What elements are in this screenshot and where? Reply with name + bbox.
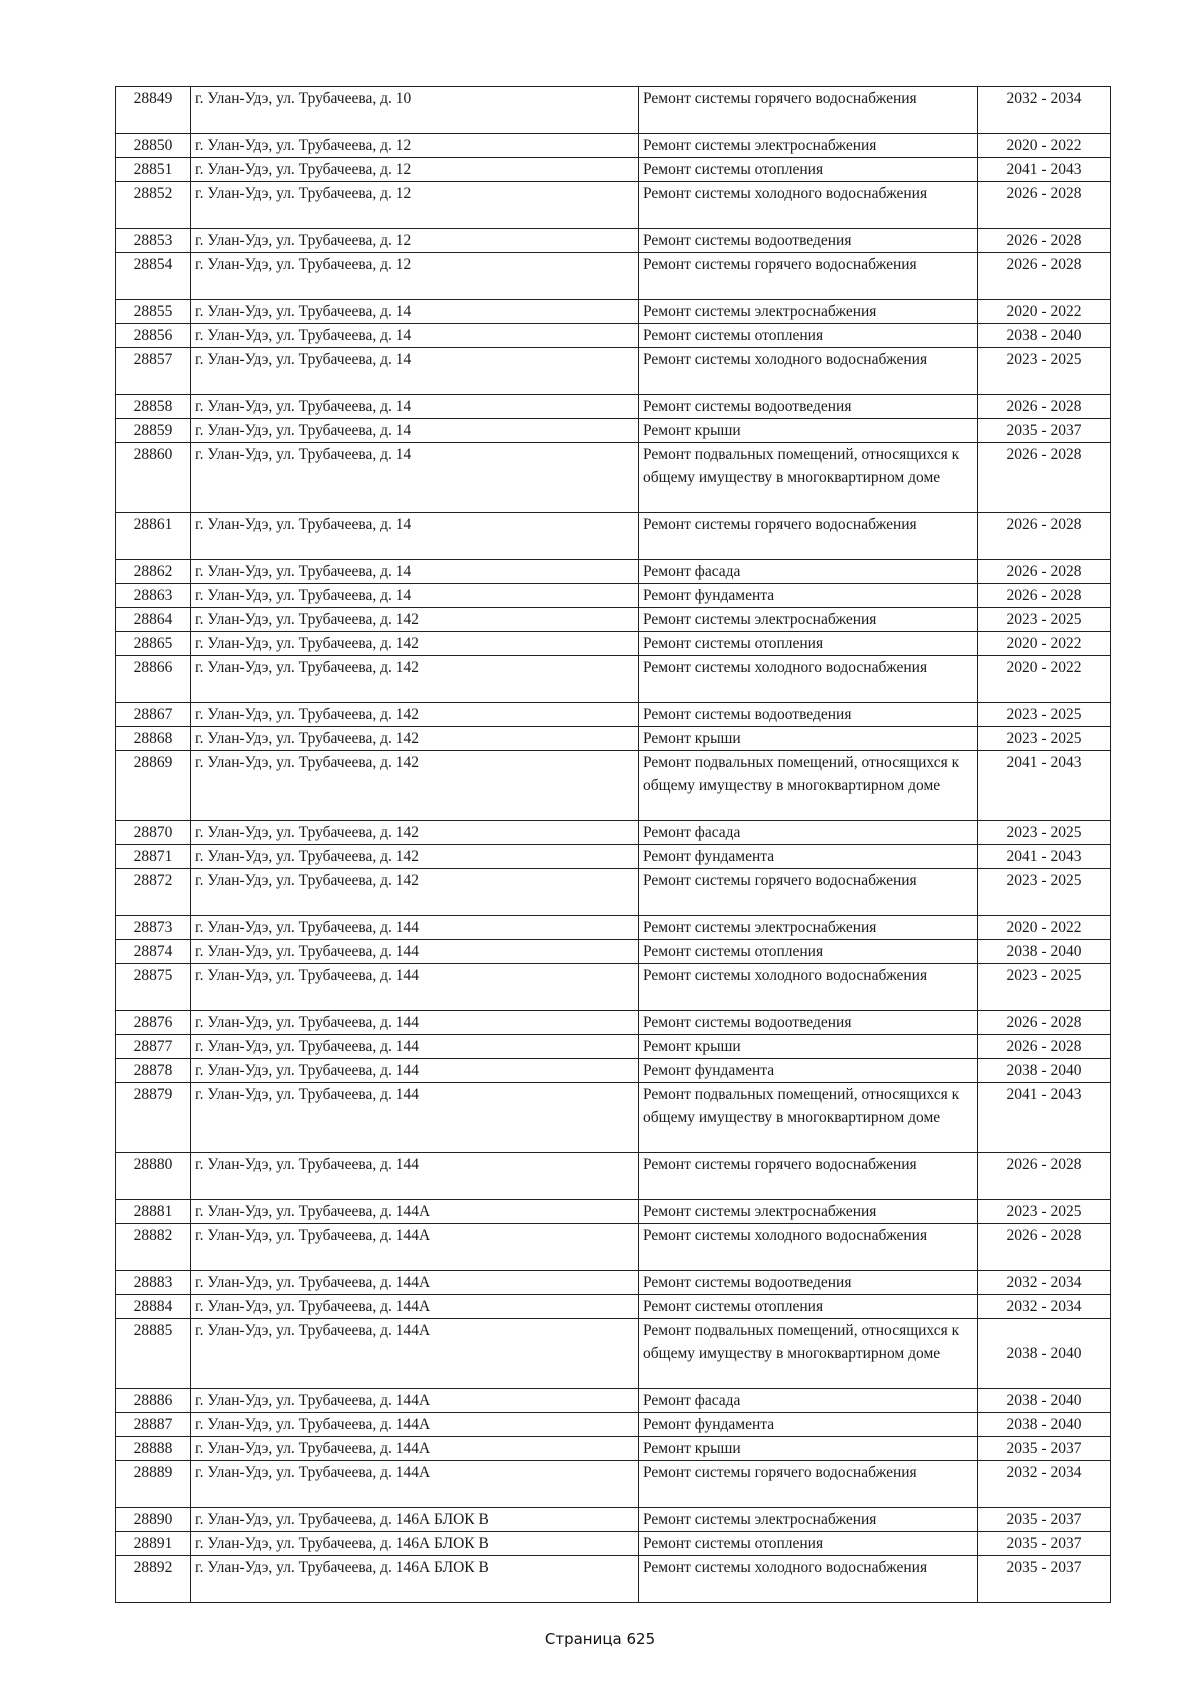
work-type-cell: Ремонт фундамента <box>639 584 978 608</box>
row-number: 28892 <box>116 1556 191 1603</box>
table-row <box>116 845 1111 869</box>
period-cell: 2032 - 2034 <box>978 87 1111 134</box>
row-number: 28858 <box>116 395 191 419</box>
work-type-cell: Ремонт крыши <box>639 419 978 443</box>
row-number: 28854 <box>116 253 191 300</box>
address-cell: г. Улан-Удэ, ул. Трубачеева, д. 144А <box>191 1319 639 1389</box>
address-cell: г. Улан-Удэ, ул. Трубачеева, д. 12 <box>191 229 639 253</box>
period-cell: 2035 - 2037 <box>978 419 1111 443</box>
address-cell: г. Улан-Удэ, ул. Трубачеева, д. 144 <box>191 1059 639 1083</box>
row-number: 28856 <box>116 324 191 348</box>
row-number: 28882 <box>116 1224 191 1271</box>
table-row <box>116 443 1111 513</box>
period-cell: 2020 - 2022 <box>978 300 1111 324</box>
period-cell: 2023 - 2025 <box>978 964 1111 1011</box>
table-row <box>116 1083 1111 1153</box>
row-number: 28855 <box>116 300 191 324</box>
work-type-cell: Ремонт фундамента <box>639 1413 978 1437</box>
row-number: 28879 <box>116 1083 191 1153</box>
period-cell: 2023 - 2025 <box>978 608 1111 632</box>
repair-schedule-table <box>115 86 1111 1603</box>
table-row <box>116 1200 1111 1224</box>
period-cell: 2020 - 2022 <box>978 134 1111 158</box>
address-cell: г. Улан-Удэ, ул. Трубачеева, д. 10 <box>191 87 639 134</box>
address-cell: г. Улан-Удэ, ул. Трубачеева, д. 142 <box>191 727 639 751</box>
period-cell: 2020 - 2022 <box>978 916 1111 940</box>
table-row <box>116 1271 1111 1295</box>
table-row <box>116 1153 1111 1200</box>
work-type-cell: Ремонт системы водоотведения <box>639 395 978 419</box>
row-number: 28862 <box>116 560 191 584</box>
address-cell: г. Улан-Удэ, ул. Трубачеева, д. 12 <box>191 158 639 182</box>
work-type-cell: Ремонт фасада <box>639 821 978 845</box>
work-type-cell: Ремонт системы отопления <box>639 1532 978 1556</box>
row-number: 28864 <box>116 608 191 632</box>
table-row <box>116 821 1111 845</box>
work-type-cell: Ремонт системы водоотведения <box>639 1011 978 1035</box>
address-cell: г. Улан-Удэ, ул. Трубачеева, д. 14 <box>191 419 639 443</box>
table-row <box>116 300 1111 324</box>
row-number: 28891 <box>116 1532 191 1556</box>
address-cell: г. Улан-Удэ, ул. Трубачеева, д. 12 <box>191 134 639 158</box>
period-cell: 2026 - 2028 <box>978 1035 1111 1059</box>
row-number: 28880 <box>116 1153 191 1200</box>
work-type-cell: Ремонт системы водоотведения <box>639 229 978 253</box>
table-row <box>116 229 1111 253</box>
row-number: 28875 <box>116 964 191 1011</box>
period-cell: 2038 - 2040 <box>978 1389 1111 1413</box>
work-type-cell: Ремонт подвальных помещений, относящихся к общему имуществу в многоквартирном доме <box>639 443 978 513</box>
table-row <box>116 1224 1111 1271</box>
address-cell: г. Улан-Удэ, ул. Трубачеева, д. 142 <box>191 821 639 845</box>
table-row <box>116 513 1111 560</box>
work-type-cell: Ремонт фасада <box>639 1389 978 1413</box>
table-row <box>116 656 1111 703</box>
period-cell: 2020 - 2022 <box>978 656 1111 703</box>
row-number: 28871 <box>116 845 191 869</box>
table-row <box>116 1437 1111 1461</box>
table-row <box>116 348 1111 395</box>
table-row <box>116 1059 1111 1083</box>
table-row <box>116 1389 1111 1413</box>
row-number: 28873 <box>116 916 191 940</box>
address-cell: г. Улан-Удэ, ул. Трубачеева, д. 144А <box>191 1224 639 1271</box>
work-type-cell: Ремонт системы электроснабжения <box>639 134 978 158</box>
address-cell: г. Улан-Удэ, ул. Трубачеева, д. 142 <box>191 751 639 821</box>
work-type-cell: Ремонт системы отопления <box>639 1295 978 1319</box>
period-cell: 2020 - 2022 <box>978 632 1111 656</box>
address-cell: г. Улан-Удэ, ул. Трубачеева, д. 144А <box>191 1389 639 1413</box>
table-row <box>116 916 1111 940</box>
work-type-cell: Ремонт системы горячего водоснабжения <box>639 1153 978 1200</box>
address-cell: г. Улан-Удэ, ул. Трубачеева, д. 144 <box>191 1035 639 1059</box>
period-cell: 2041 - 2043 <box>978 845 1111 869</box>
work-type-cell: Ремонт системы холодного водоснабжения <box>639 182 978 229</box>
row-number: 28877 <box>116 1035 191 1059</box>
table-row <box>116 1413 1111 1437</box>
address-cell: г. Улан-Удэ, ул. Трубачеева, д. 144А <box>191 1271 639 1295</box>
address-cell: г. Улан-Удэ, ул. Трубачеева, д. 12 <box>191 253 639 300</box>
work-type-cell: Ремонт системы горячего водоснабжения <box>639 513 978 560</box>
work-type-cell: Ремонт системы холодного водоснабжения <box>639 348 978 395</box>
row-number: 28857 <box>116 348 191 395</box>
period-cell: 2023 - 2025 <box>978 348 1111 395</box>
address-cell: г. Улан-Удэ, ул. Трубачеева, д. 14 <box>191 513 639 560</box>
address-cell: г. Улан-Удэ, ул. Трубачеева, д. 142 <box>191 845 639 869</box>
work-type-cell: Ремонт подвальных помещений, относящихся к общему имуществу в многоквартирном доме <box>639 751 978 821</box>
row-number: 28861 <box>116 513 191 560</box>
work-type-cell: Ремонт системы электроснабжения <box>639 1508 978 1532</box>
address-cell: г. Улан-Удэ, ул. Трубачеева, д. 144 <box>191 1011 639 1035</box>
work-type-cell: Ремонт системы горячего водоснабжения <box>639 87 978 134</box>
address-cell: г. Улан-Удэ, ул. Трубачеева, д. 144 <box>191 940 639 964</box>
row-number: 28850 <box>116 134 191 158</box>
period-cell: 2032 - 2034 <box>978 1461 1111 1508</box>
table-row <box>116 964 1111 1011</box>
table-row <box>116 158 1111 182</box>
address-cell: г. Улан-Удэ, ул. Трубачеева, д. 144 <box>191 1083 639 1153</box>
period-cell: 2026 - 2028 <box>978 229 1111 253</box>
work-type-cell: Ремонт крыши <box>639 1437 978 1461</box>
address-cell: г. Улан-Удэ, ул. Трубачеева, д. 146А БЛОК В <box>191 1556 639 1603</box>
table-row <box>116 940 1111 964</box>
period-cell: 2026 - 2028 <box>978 182 1111 229</box>
row-number: 28853 <box>116 229 191 253</box>
address-cell: г. Улан-Удэ, ул. Трубачеева, д. 144 <box>191 1153 639 1200</box>
row-number: 28881 <box>116 1200 191 1224</box>
period-cell: 2026 - 2028 <box>978 1224 1111 1271</box>
row-number: 28849 <box>116 87 191 134</box>
address-cell: г. Улан-Удэ, ул. Трубачеева, д. 14 <box>191 324 639 348</box>
address-cell: г. Улан-Удэ, ул. Трубачеева, д. 146А БЛОК В <box>191 1508 639 1532</box>
period-cell: 2035 - 2037 <box>978 1437 1111 1461</box>
work-type-cell: Ремонт фундамента <box>639 845 978 869</box>
period-cell: 2038 - 2040 <box>978 1059 1111 1083</box>
period-cell: 2035 - 2037 <box>978 1556 1111 1603</box>
work-type-cell: Ремонт системы водоотведения <box>639 1271 978 1295</box>
work-type-cell: Ремонт системы холодного водоснабжения <box>639 964 978 1011</box>
period-cell: 2035 - 2037 <box>978 1508 1111 1532</box>
address-cell: г. Улан-Удэ, ул. Трубачеева, д. 14 <box>191 395 639 419</box>
row-number: 28867 <box>116 703 191 727</box>
address-cell: г. Улан-Удэ, ул. Трубачеева, д. 142 <box>191 869 639 916</box>
table-row <box>116 87 1111 134</box>
period-cell: 2023 - 2025 <box>978 727 1111 751</box>
work-type-cell: Ремонт системы горячего водоснабжения <box>639 253 978 300</box>
address-cell: г. Улан-Удэ, ул. Трубачеева, д. 142 <box>191 632 639 656</box>
table-row <box>116 632 1111 656</box>
work-type-cell: Ремонт системы водоотведения <box>639 703 978 727</box>
table-row <box>116 1319 1111 1389</box>
table-row <box>116 182 1111 229</box>
work-type-cell: Ремонт системы электроснабжения <box>639 916 978 940</box>
period-cell: 2026 - 2028 <box>978 395 1111 419</box>
work-type-cell: Ремонт подвальных помещений, относящихся к общему имуществу в многоквартирном доме <box>639 1083 978 1153</box>
table-row <box>116 584 1111 608</box>
period-cell: 2038 - 2040 <box>978 324 1111 348</box>
period-cell: 2041 - 2043 <box>978 1083 1111 1153</box>
row-number: 28860 <box>116 443 191 513</box>
work-type-cell: Ремонт системы горячего водоснабжения <box>639 1461 978 1508</box>
work-type-cell: Ремонт системы отопления <box>639 324 978 348</box>
table-row <box>116 395 1111 419</box>
address-cell: г. Улан-Удэ, ул. Трубачеева, д. 14 <box>191 584 639 608</box>
address-cell: г. Улан-Удэ, ул. Трубачеева, д. 144 <box>191 964 639 1011</box>
row-number: 28870 <box>116 821 191 845</box>
row-number: 28863 <box>116 584 191 608</box>
row-number: 28884 <box>116 1295 191 1319</box>
table-body <box>116 87 1111 1603</box>
period-cell: 2041 - 2043 <box>978 751 1111 821</box>
row-number: 28866 <box>116 656 191 703</box>
period-cell: 2041 - 2043 <box>978 158 1111 182</box>
work-type-cell: Ремонт системы отопления <box>639 940 978 964</box>
address-cell: г. Улан-Удэ, ул. Трубачеева, д. 144А <box>191 1413 639 1437</box>
period-cell: 2038 - 2040 <box>978 1319 1111 1389</box>
period-cell: 2026 - 2028 <box>978 584 1111 608</box>
period-cell: 2023 - 2025 <box>978 821 1111 845</box>
work-type-cell: Ремонт системы отопления <box>639 632 978 656</box>
table-row <box>116 1532 1111 1556</box>
table-row <box>116 1556 1111 1603</box>
period-cell: 2023 - 2025 <box>978 869 1111 916</box>
row-number: 28852 <box>116 182 191 229</box>
row-number: 28890 <box>116 1508 191 1532</box>
period-cell: 2026 - 2028 <box>978 1011 1111 1035</box>
table-row <box>116 1508 1111 1532</box>
period-cell: 2032 - 2034 <box>978 1295 1111 1319</box>
work-type-cell: Ремонт фундамента <box>639 1059 978 1083</box>
row-number: 28885 <box>116 1319 191 1389</box>
row-number: 28887 <box>116 1413 191 1437</box>
table-row <box>116 1011 1111 1035</box>
work-type-cell: Ремонт системы холодного водоснабжения <box>639 656 978 703</box>
address-cell: г. Улан-Удэ, ул. Трубачеева, д. 14 <box>191 443 639 513</box>
address-cell: г. Улан-Удэ, ул. Трубачеева, д. 144А <box>191 1295 639 1319</box>
address-cell: г. Улан-Удэ, ул. Трубачеева, д. 14 <box>191 560 639 584</box>
address-cell: г. Улан-Удэ, ул. Трубачеева, д. 144А <box>191 1200 639 1224</box>
table-row <box>116 1295 1111 1319</box>
work-type-cell: Ремонт системы электроснабжения <box>639 608 978 632</box>
work-type-cell: Ремонт системы холодного водоснабжения <box>639 1224 978 1271</box>
table-row <box>116 1035 1111 1059</box>
period-cell: 2032 - 2034 <box>978 1271 1111 1295</box>
row-number: 28874 <box>116 940 191 964</box>
row-number: 28878 <box>116 1059 191 1083</box>
table-row <box>116 703 1111 727</box>
address-cell: г. Улан-Удэ, ул. Трубачеева, д. 14 <box>191 300 639 324</box>
table-row <box>116 727 1111 751</box>
address-cell: г. Улан-Удэ, ул. Трубачеева, д. 142 <box>191 656 639 703</box>
work-type-cell: Ремонт крыши <box>639 727 978 751</box>
work-type-cell: Ремонт системы электроснабжения <box>639 1200 978 1224</box>
work-type-cell: Ремонт системы отопления <box>639 158 978 182</box>
page-number: Страница 625 <box>544 1630 656 1648</box>
address-cell: г. Улан-Удэ, ул. Трубачеева, д. 144А <box>191 1437 639 1461</box>
address-cell: г. Улан-Удэ, ул. Трубачеева, д. 144 <box>191 916 639 940</box>
table-row <box>116 419 1111 443</box>
table-row <box>116 253 1111 300</box>
table-row <box>116 608 1111 632</box>
work-type-cell: Ремонт крыши <box>639 1035 978 1059</box>
table-row <box>116 1461 1111 1508</box>
work-type-cell: Ремонт системы электроснабжения <box>639 300 978 324</box>
period-cell: 2026 - 2028 <box>978 513 1111 560</box>
row-number: 28869 <box>116 751 191 821</box>
period-cell: 2026 - 2028 <box>978 443 1111 513</box>
period-cell: 2035 - 2037 <box>978 1532 1111 1556</box>
period-cell: 2026 - 2028 <box>978 253 1111 300</box>
row-number: 28859 <box>116 419 191 443</box>
work-type-cell: Ремонт системы горячего водоснабжения <box>639 869 978 916</box>
row-number: 28886 <box>116 1389 191 1413</box>
work-type-cell: Ремонт подвальных помещений, относящихся к общему имуществу в многоквартирном доме <box>639 1319 978 1389</box>
period-cell: 2038 - 2040 <box>978 940 1111 964</box>
row-number: 28876 <box>116 1011 191 1035</box>
period-cell: 2026 - 2028 <box>978 1153 1111 1200</box>
row-number: 28865 <box>116 632 191 656</box>
address-cell: г. Улан-Удэ, ул. Трубачеева, д. 12 <box>191 182 639 229</box>
period-cell: 2026 - 2028 <box>978 560 1111 584</box>
table-row <box>116 751 1111 821</box>
period-cell: 2023 - 2025 <box>978 1200 1111 1224</box>
row-number: 28883 <box>116 1271 191 1295</box>
address-cell: г. Улан-Удэ, ул. Трубачеева, д. 144А <box>191 1461 639 1508</box>
period-cell: 2038 - 2040 <box>978 1413 1111 1437</box>
table-row <box>116 560 1111 584</box>
work-type-cell: Ремонт системы холодного водоснабжения <box>639 1556 978 1603</box>
row-number: 28868 <box>116 727 191 751</box>
row-number: 28872 <box>116 869 191 916</box>
table-row <box>116 869 1111 916</box>
table-row <box>116 134 1111 158</box>
row-number: 28889 <box>116 1461 191 1508</box>
row-number: 28888 <box>116 1437 191 1461</box>
address-cell: г. Улан-Удэ, ул. Трубачеева, д. 146А БЛОК В <box>191 1532 639 1556</box>
work-type-cell: Ремонт фасада <box>639 560 978 584</box>
address-cell: г. Улан-Удэ, ул. Трубачеева, д. 14 <box>191 348 639 395</box>
period-cell: 2023 - 2025 <box>978 703 1111 727</box>
address-cell: г. Улан-Удэ, ул. Трубачеева, д. 142 <box>191 608 639 632</box>
table-row <box>116 324 1111 348</box>
address-cell: г. Улан-Удэ, ул. Трубачеева, д. 142 <box>191 703 639 727</box>
row-number: 28851 <box>116 158 191 182</box>
